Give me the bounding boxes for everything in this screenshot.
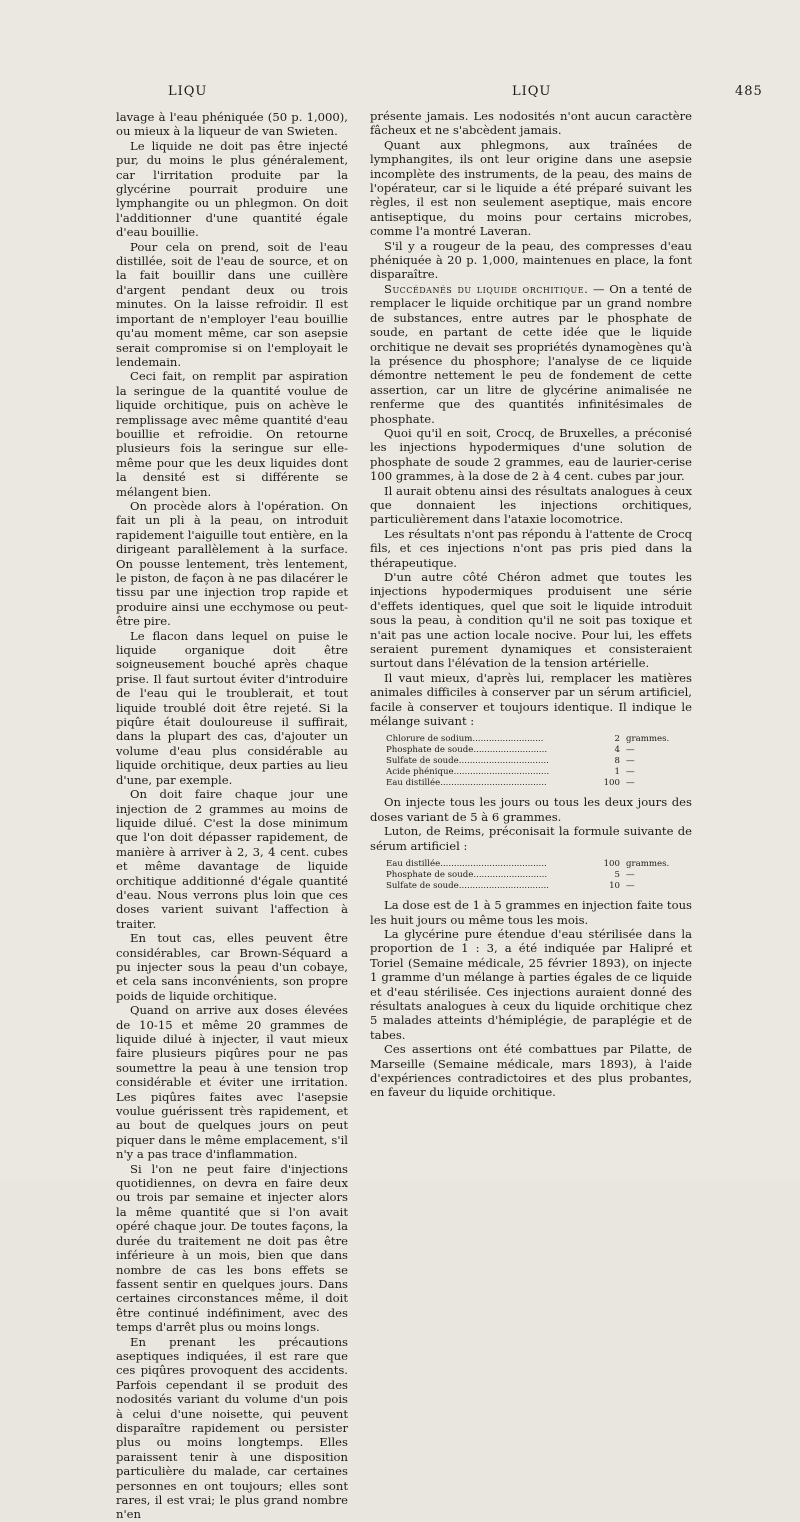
paragraph: On procède alors à l'opération. On fait un pli à la peau, on introduit rapidement l'aiguille tout entière, en la dirigeant parallèlement à la surface. On pousse lentement, très lentement, le piston, de façon à ne pas dilacérer le tissu par une injection trop rapide et produire ainsi une ecchymose ou peut-être pire. (116, 498, 348, 629)
ingredient-unit: grammes. (626, 859, 670, 870)
ingredient-qty: 1 (614, 767, 620, 778)
ingredient-unit: — (626, 756, 635, 767)
paragraph: Il aurait obtenu ainsi des résultats analogues à ceux que donnaient les injections orchitiques, particulièrement dans l'ataxie locomotrice. (370, 483, 692, 527)
ingredient-unit: grammes. (626, 734, 670, 745)
section-heading: Succédanés du liquide orchitique. (384, 281, 589, 296)
paragraph: Le liquide ne doit pas être injecté pur, du moins le plus généralement, car l'irritation produite par la glycérine pourrait produire une lymphangite ou un phlegmon. On doit l'additionner d'une quantité égale d'eau bouillie. (116, 138, 348, 240)
paragraph: La dose est de 1 à 5 grammes en injection faite tous les huit jours ou même tous les mois. (370, 898, 692, 927)
paragraph: Quant aux phlegmons, aux traînées de lymphangites, ils ont leur origine dans une asepsie incomplète des instruments, de la peau, des mains de l'opérateur, car si le liquide a été préparé suivant les règles, il est non seulement aseptique, mais encore antiseptique, du moins pour certains microbes, comme l'a montré Laveran. (370, 137, 692, 239)
formula-row (386, 734, 676, 745)
formula-row (386, 767, 676, 778)
formula-row (386, 778, 676, 789)
section-text: — On a tenté de remplacer le liquide orchitique par un grand nombre de substances, entre autres par le phosphate de soude, en partant de cette idée que le liquide orchitique ne devait ses propriétés dynamogènes qu'à la présence du phosphore; l'analyse de ce liquide démontre nettement le peu de fondement de cette assertion, car un litre de glycérine animalisée ne renferme que des quantités infinitésimales de phosphate. (370, 281, 692, 426)
ingredient-name: Chlorure de sodium.......................... (386, 734, 544, 745)
ingredient-name: Phosphate de soude........................... (386, 745, 548, 756)
paragraph: S'il y a rougeur de la peau, des compresses d'eau phéniquée à 20 p. 1,000, maintenues en place, la font disparaître. (370, 238, 692, 282)
paragraph: Le flacon dans lequel on puise le liquide organique doit être soigneusement bouché après chaque prise. Il faut surtout éviter d'introduire de l'eau qui le troublerait, et tout liquide troublé doit être rejeté. Si la piqûre était douloureuse il suffirait, dans la plupart des cas, d'ajouter un volume d'eau plus considérable au liquide orchitique, deux parties au lieu d'une, par exemple. (116, 628, 348, 787)
ingredient-qty: 4 (614, 745, 620, 756)
running-head-left: LIQU (168, 84, 208, 99)
paragraph: D'un autre côté Chéron admet que toutes les injections hypodermiques produisent une série d'effets identiques, quel que soit le liquide introduit sous la peau, à condition qu'il ne soit pas toxique et n'ait pas une action locale nocive. Pour lui, les effets seraient purement dynamiques et consisteraient surtout dans l'élévation de la tension artérielle. (370, 570, 692, 671)
formula-row (386, 870, 676, 881)
ingredient-unit: — (626, 767, 635, 778)
ingredient-qty: 100 (603, 859, 620, 870)
ingredient-unit: — (626, 870, 635, 881)
ingredient-unit: — (626, 778, 635, 789)
formula-row (386, 859, 676, 870)
paragraph: Ceci fait, on remplit par aspiration la seringue de la quantité voulue de liquide orchitique, puis on achève le remplissage avec même quantité d'eau bouillie et refroidie. On retourne plusieurs fois la seringue sur elle-même pour que les deux liquides dont la densité est si différente se mélangent bien. (116, 369, 348, 499)
paragraph: Quand on arrive aux doses élevées de 10-15 et même 20 grammes de liquide dilué à injecter, il vaut mieux faire plusieurs piqûres pour ne pas soumettre la peau à une tension trop considérable et éviter une irritation. Les piqûres faites avec l'asepsie voulue guérissent très rapidement, et au bout de quelques jours on peut piquer dans le même emplacement, s'il n'y a pas trace d'inflammation. (116, 1003, 348, 1162)
ingredient-name: Eau distillée....................................... (386, 778, 547, 789)
ingredient-name: Phosphate de soude........................... (386, 870, 548, 881)
formula-table-luton (386, 859, 676, 892)
paragraph: Quoi qu'il en soit, Crocq, de Bruxelles, a préconisé les injections hypodermiques d'une solution de phosphate de soude 2 grammes, eau de laurier-cerise 100 grammes, à la dose de 2 à 4 cent. cubes par jour. (370, 425, 692, 484)
paragraph: En tout cas, elles peuvent être considérables, car Brown-Séquard a pu injecter sous la peau d'un cobaye, et cela sans inconvénients, son propre poids de liquide orchitique. (116, 931, 348, 1003)
formula-row (386, 756, 676, 767)
ingredient-qty: 100 (603, 778, 620, 789)
paragraph: présente jamais. Les nodosités n'ont aucun caractère fâcheux et ne s'abcèdent jamais. (370, 109, 692, 138)
paragraph: On injecte tous les jours ou tous les deux jours des doses variant de 5 à 6 grammes. (370, 795, 692, 824)
paragraph: Si l'on ne peut faire d'injections quotidiennes, on devra en faire deux ou trois par semaine et injecter alors la même quantité que si l'on avait opéré chaque jour. De toutes façons, la durée du traitement ne doit pas être inférieure à un mois, bien que dans nombre de cas les bons effets se fassent sentir en quelques jours. Dans certaines circonstances même, il doit être continué indéfiniment, avec des temps d'arrêt plus ou moins longs. (116, 1161, 348, 1335)
ingredient-qty: 8 (614, 756, 620, 767)
paragraph: Il vaut mieux, d'après lui, remplacer les matières animales difficiles à conserver par un sérum artificiel, facile à conserver et toujours identique. Il indique le mélange suivant : (370, 670, 692, 729)
formula-row (386, 745, 676, 756)
formula-table-cheron (386, 734, 676, 789)
ingredient-qty: 2 (614, 734, 620, 745)
column-gutter (359, 100, 360, 1140)
left-column (116, 110, 348, 1522)
section-paragraph (370, 282, 692, 426)
paragraph: Ces assertions ont été combattues par Pilatte, de Marseille (Semaine médicale, mars 1893), à l'aide d'expériences contradictoires et des plus probantes, en faveur du liquide orchitique. (370, 1042, 692, 1100)
paragraph: On doit faire chaque jour une injection de 2 grammes au moins de liquide dilué. C'est la dose minimum que l'on doit dépasser rapidement, de manière à arriver à 2, 3, 4 cent. cubes et même davantage de liquide orchitique additionné d'égale quantité d'eau. Nous verrons plus loin que ces doses varient suivant l'affection à traiter. (116, 787, 348, 931)
paragraph: En prenant les précautions aseptiques indiquées, il est rare que ces piqûres provoquent des accidents. Parfois cependant il se produit des nodosités variant du volume d'un pois à celui d'une noisette, qui peuvent disparaître rapidement ou persister plus ou moins longtemps. Elles paraissent tenir à une disposition particulière du malade, car certaines personnes en ont toujours; elles sont rares, il est vrai; le plus grand nombre n'en (116, 1334, 348, 1522)
paragraph: Les résultats n'ont pas répondu à l'attente de Crocq fils, et ces injections n'ont pas pris pied dans la thérapeutique. (370, 526, 692, 570)
ingredient-unit: — (626, 745, 635, 756)
right-column (370, 109, 692, 1100)
paragraph: Luton, de Reims, préconisait la formule suivante de sérum artificiel : (370, 824, 692, 853)
paragraph: La glycérine pure étendue d'eau stérilisée dans la proportion de 1 : 3, a été indiquée par Halipré et Toriel (Semaine médicale, 25 février 1893), on injecte 1 gramme d'un mélange à parties égales de ce liquide et d'eau stérilisée. Ces injections auraient donné des résultats analogues à ceux du liquide orchitique chez 5 malades atteints d'hémiplégie, de paraplégie et de tabes. (370, 926, 692, 1042)
ingredient-name: Sulfate de soude................................. (386, 881, 549, 892)
paragraph: lavage à l'eau phéniquée (50 p. 1,000), ou mieux à la liqueur de van Swieten. (116, 110, 348, 139)
ingredient-name: Acide phénique................................... (386, 767, 550, 778)
formula-row (386, 881, 676, 892)
page-number: 485 (735, 84, 763, 99)
ingredient-qty: 5 (614, 870, 620, 881)
ingredient-unit: — (626, 881, 635, 892)
paragraph: Pour cela on prend, soit de l'eau distillée, soit de l'eau de source, et on la fait bouillir dans une cuillère d'argent pendant deux ou trois minutes. On la laisse refroidir. Il est important de n'employer l'eau bouillie qu'au moment même, car son asepsie serait compromise si on l'employait le lendemain. (116, 239, 348, 369)
ingredient-name: Sulfate de soude................................. (386, 756, 549, 767)
running-head-right: LIQU (512, 84, 552, 99)
ingredient-qty: 10 (609, 881, 620, 892)
ingredient-name: Eau distillée....................................... (386, 859, 547, 870)
